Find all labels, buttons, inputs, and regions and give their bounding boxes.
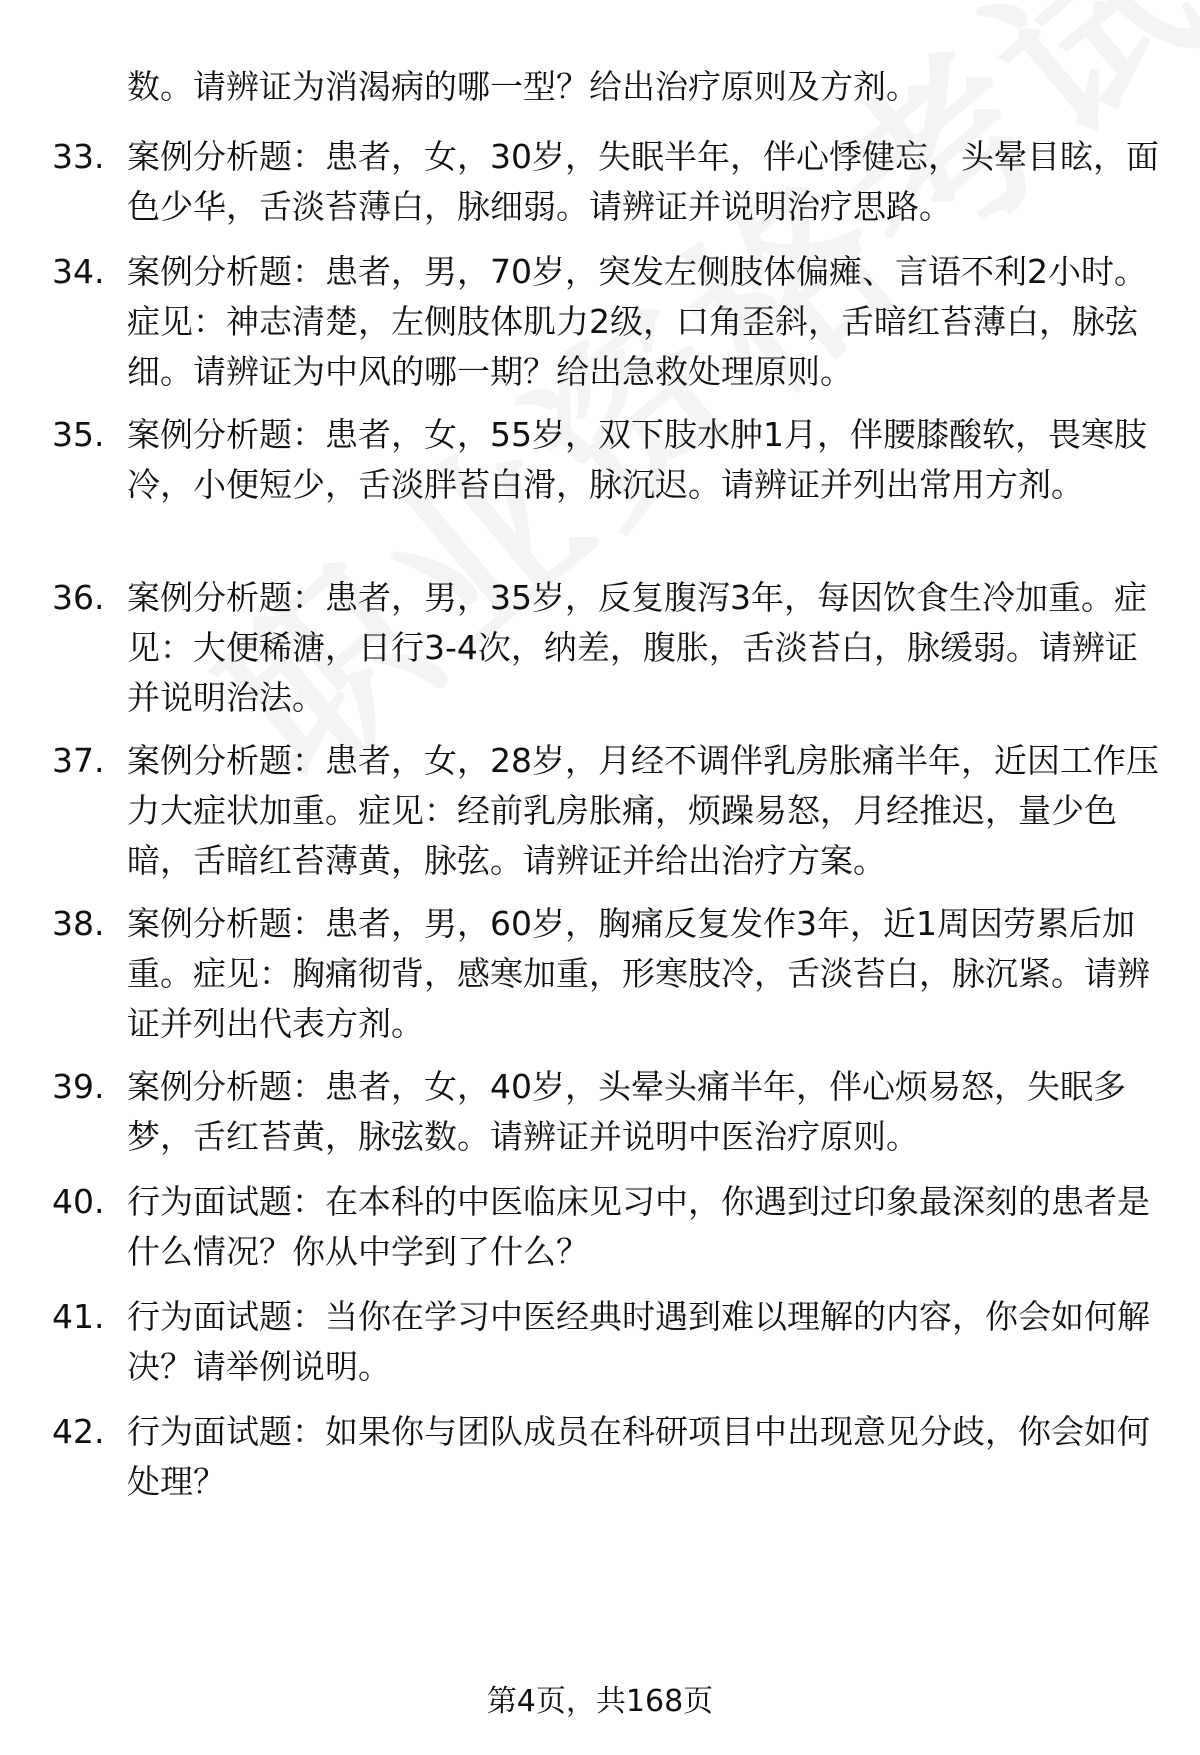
question-text: 案例分析题：患者，男，35岁，反复腹泻3年，每因饮食生冷加重。症见：大便稀溏，日行3-4次，纳差，腹胀，舌淡苔白，脉缓弱。请辨证并说明治法。	[127, 578, 1147, 717]
question-number: 38.	[52, 904, 105, 943]
question-number: 40.	[52, 1182, 105, 1221]
question-number: 36.	[52, 578, 105, 617]
question-number: 33.	[52, 137, 105, 176]
question-text: 案例分析题：患者，女，30岁，失眠半年，伴心悸健忘，头晕目眩，面色少华，舌淡苔薄白，脉细弱。请辨证并说明治疗思路。	[127, 137, 1159, 226]
question-number: 34.	[52, 252, 105, 291]
question-text: 案例分析题：患者，女，55岁，双下肢水肿1月，伴腰膝酸软，畏寒肢冷，小便短少，舌淡胖苔白滑，脉沉迟。请辨证并列出常用方剂。	[127, 415, 1147, 504]
question-number: 35.	[52, 415, 105, 454]
question-text: 行为面试题：如果你与团队成员在科研项目中出现意见分歧，你会如何处理？	[127, 1412, 1150, 1501]
question-number: 41.	[52, 1297, 105, 1336]
question-text: 案例分析题：患者，女，40岁，头晕头痛半年，伴心烦易怒，失眠多梦，舌红苔黄，脉弦数。请辨证并说明中医治疗原则。	[127, 1067, 1126, 1156]
question-number: 37.	[52, 741, 105, 780]
page-footer: 第4页，共168页	[486, 1684, 714, 1719]
question-number: 42.	[52, 1412, 105, 1451]
question-text: 行为面试题：当你在学习中医经典时遇到难以理解的内容，你会如何解决？请举例说明。	[127, 1297, 1150, 1386]
continued-question-text: 数。请辨证为消渴病的哪一型？给出治疗原则及方剂。	[127, 67, 919, 106]
question-number: 39.	[52, 1067, 105, 1106]
question-text: 案例分析题：患者，男，70岁，突发左侧肢体偏瘫、言语不利2小时。症见：神志清楚，左侧肢体肌力2级，口角歪斜，舌暗红苔薄白，脉弦细。请辨证为中风的哪一期？给出急救处理原则。	[127, 252, 1147, 391]
question-text: 行为面试题：在本科的中医临床见习中，你遇到过印象最深刻的患者是什么情况？你从中学到了什么？	[127, 1182, 1150, 1271]
question-text: 案例分析题：患者，女，28岁，月经不调伴乳房胀痛半年，近因工作压力大症状加重。症见：经前乳房胀痛，烦躁易怒，月经推迟，量少色暗，舌暗红苔薄黄，脉弦。请辨证并给出治疗方案。	[127, 741, 1159, 880]
question-text: 案例分析题：患者，男，60岁，胸痛反复发作3年，近1周因劳累后加重。症见：胸痛彻背，感寒加重，形寒肢冷，舌淡苔白，脉沉紧。请辨证并列出代表方剂。	[127, 904, 1150, 1043]
